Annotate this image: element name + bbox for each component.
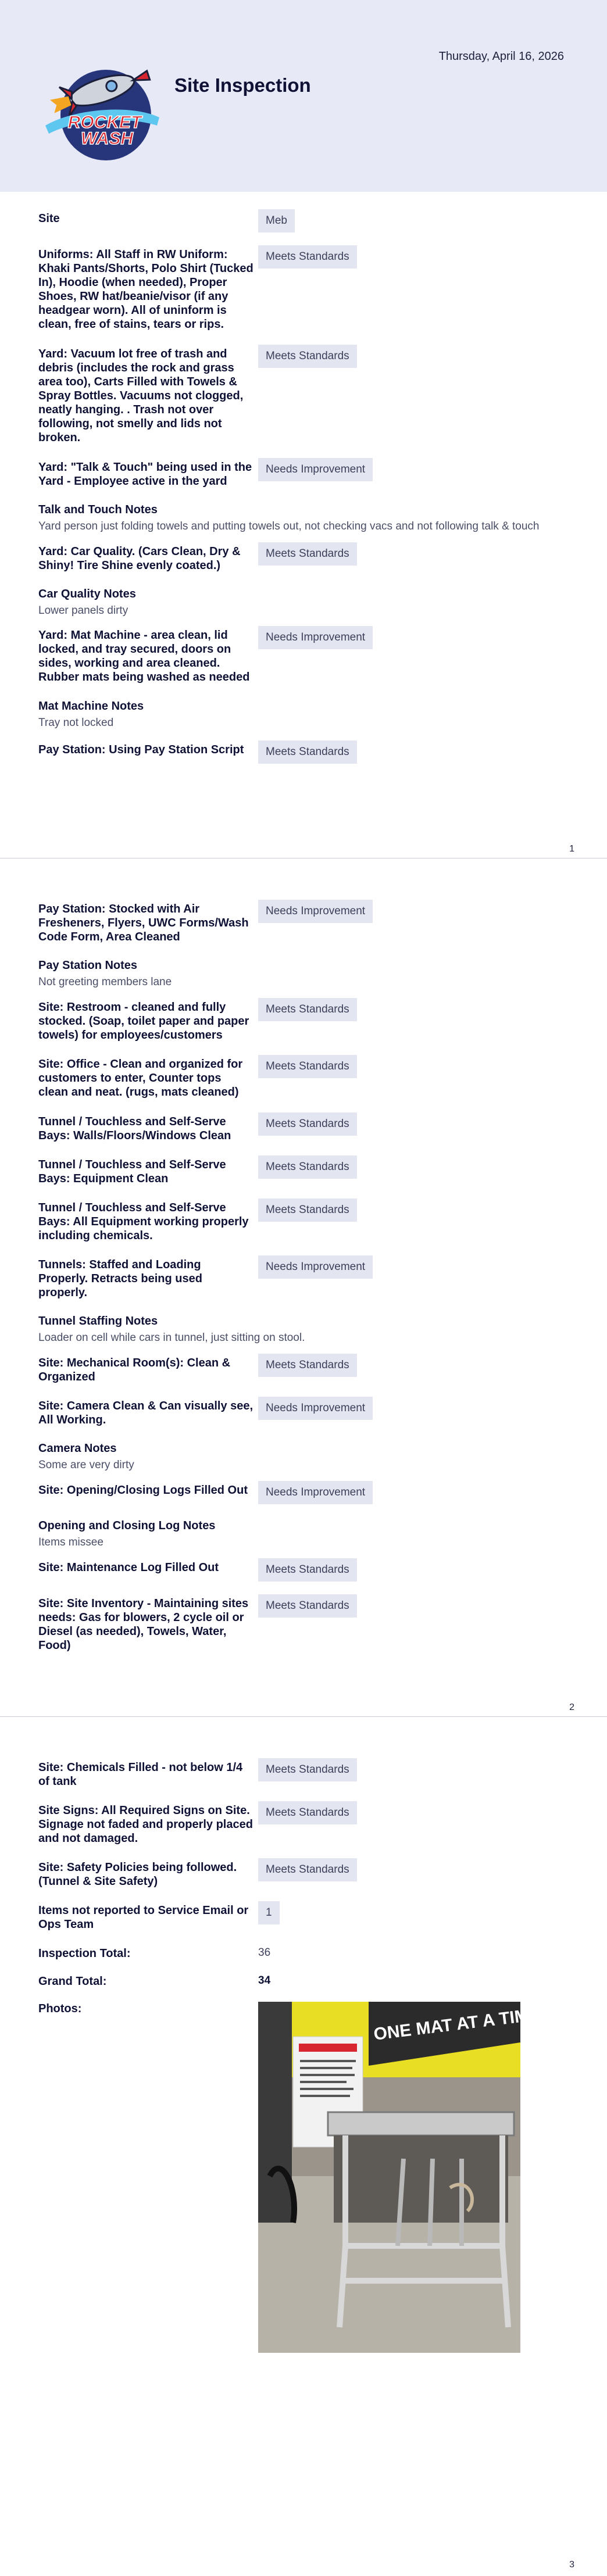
item-value-badge: Meets Standards (258, 1155, 357, 1179)
item-value-badge: Meets Standards (258, 245, 357, 269)
report-date: Thursday, April 16, 2026 (438, 50, 564, 63)
notes-text: Yard person just folding towels and putting towels out, not checking vacs and not following talk & touch (38, 520, 540, 532)
item-label: Tunnels: Staffed and Loading Properly. Retracts being used properly. (38, 1258, 202, 1299)
notes-title: Opening and Closing Log Notes (38, 1519, 216, 1532)
notes-text: Lower panels dirty (38, 604, 128, 617)
item-label: Site: Office - Clean and organized for customers to enter, Counter tops clean and neat. (rugs, mats cleaned) (38, 1058, 243, 1099)
total-value: 34 (258, 1974, 271, 1987)
mat-machine-photo-image (258, 2002, 542, 2353)
rocket-wash-logo (37, 57, 166, 162)
item-value-badge: Meets Standards (258, 998, 357, 1021)
notes-title: Talk and Touch Notes (38, 503, 158, 516)
item-label: Yard: Mat Machine - area clean, lid locked, and tray secured, doors on sides, working and area cleaned. Rubber mats being washed as needed (38, 629, 250, 684)
notes-title: Car Quality Notes (38, 588, 136, 600)
item-label: Tunnel / Touchless and Self-Serve Bays: All Equipment working properly including chemicals. (38, 1201, 249, 1242)
item-label: Site: Mechanical Room(s): Clean & Organized (38, 1357, 231, 1383)
item-label: Site: Safety Policies being followed. (Tunnel & Site Safety) (38, 1861, 237, 1888)
item-label: Yard: "Talk & Touch" being used in the Yard - Employee active in the yard (38, 461, 252, 488)
notes-title: Camera Notes (38, 1442, 117, 1455)
item-value-badge: Meets Standards (258, 1858, 357, 1881)
report-page-3 (0, 1717, 607, 2576)
item-label: Items not reported to Service Email or Ops Team (38, 1904, 249, 1931)
page-number: 2 (569, 1702, 574, 1712)
inspection-photo[interactable] (258, 2002, 542, 2353)
item-value-badge: Meets Standards (258, 1198, 357, 1222)
item-value-badge: Meets Standards (258, 1354, 357, 1377)
item-value-badge: 1 (258, 1901, 280, 1924)
item-label: Tunnel / Touchless and Self-Serve Bays: Walls/Floors/Windows Clean (38, 1115, 231, 1142)
item-value-badge: Meets Standards (258, 1112, 357, 1136)
notes-text: Items missee (38, 1536, 103, 1548)
item-value-badge: Meets Standards (258, 1758, 357, 1781)
item-value-badge: Meets Standards (258, 1055, 357, 1078)
notes-title: Mat Machine Notes (38, 700, 144, 713)
notes-title: Pay Station Notes (38, 959, 138, 972)
item-label: Yard: Car Quality. (Cars Clean, Dry & Shiny! Tire Shine evenly coated.) (38, 545, 241, 572)
item-value-badge: Meets Standards (258, 542, 357, 566)
item-label: Pay Station: Using Pay Station Script (38, 743, 244, 756)
notes-text: Loader on cell while cars in tunnel, just sitting on stool. (38, 1332, 305, 1344)
item-value-badge: Needs Improvement (258, 1397, 373, 1420)
item-value-badge: Meets Standards (258, 740, 357, 764)
item-label: Site: Opening/Closing Logs Filled Out (38, 1484, 248, 1497)
item-value-badge: Meets Standards (258, 345, 357, 368)
item-value-badge: Needs Improvement (258, 1481, 373, 1504)
svg-text:WASH: WASH (81, 129, 133, 148)
item-label: Site: Camera Clean & Can visually see, All Working. (38, 1400, 253, 1426)
report-page-1 (0, 0, 607, 858)
item-label: Uniforms: All Staff in RW Uniform: Khaki Pants/Shorts, Polo Shirt (Tucked In), Hoodie (when needed), Proper Shoes, RW hat/beanie/visor (if any headgear worn). All of uninform is clean, free of stains, tears or rips. (38, 248, 253, 331)
item-value-badge: Needs Improvement (258, 458, 373, 481)
item-label: Site: Site Inventory - Maintaining sites needs: Gas for blowers, 2 cycle oil or Diesel (as needed), Towels, Water, Food) (38, 1597, 249, 1652)
notes-title: Tunnel Staffing Notes (38, 1315, 158, 1328)
item-label: Site Signs: All Required Signs on Site. Signage not faded and properly placed and not damaged. (38, 1804, 253, 1845)
item-label: Site: Chemicals Filled - not below 1/4 of tank (38, 1761, 243, 1788)
item-label: Site: Restroom - cleaned and fully stocked. (Soap, toilet paper and paper towels) for employees/customers (38, 1001, 249, 1042)
total-value: 36 (258, 1947, 271, 1959)
item-label: Yard: Vacuum lot free of trash and debris (includes the rock and grass area too), Carts Filled with Towels & Spray Bottles. Vacuums not clogged, neatly hanging. . Trash not over following, not smelly and lids not broken. (38, 348, 244, 444)
item-value-badge: Needs Improvement (258, 626, 373, 649)
item-label: Site: Maintenance Log Filled Out (38, 1561, 219, 1574)
notes-text: Tray not locked (38, 717, 114, 729)
photos-label: Photos: (38, 2002, 82, 2015)
total-label: Inspection Total: (38, 1947, 131, 1960)
notes-text: Some are very dirty (38, 1459, 134, 1471)
total-label: Grand Total: (38, 1975, 107, 1988)
item-label: Tunnel / Touchless and Self-Serve Bays: Equipment Clean (38, 1158, 226, 1185)
item-label: Pay Station: Stocked with Air Fresheners, Flyers, UWC Forms/Wash Code Form, Area Cleaned (38, 903, 249, 943)
item-value-badge: Meets Standards (258, 1801, 357, 1824)
report-title: Site Inspection (174, 74, 311, 96)
notes-text: Not greeting members lane (38, 976, 172, 988)
item-label: Site (38, 212, 60, 225)
report-header (0, 0, 607, 192)
page-number: 3 (569, 2560, 574, 2570)
svg-text:ROCKET: ROCKET (67, 113, 142, 132)
item-value-badge: Meets Standards (258, 1594, 357, 1618)
page-number: 1 (569, 844, 574, 854)
item-value-badge: Needs Improvement (258, 1255, 373, 1279)
photo-sign-text: ONE MAT AT A TIME (372, 2004, 542, 2044)
item-value-badge: Needs Improvement (258, 900, 373, 923)
item-value-badge: Meets Standards (258, 1558, 357, 1582)
item-value-badge: Meb (258, 209, 295, 232)
report-page-2 (0, 858, 607, 1716)
